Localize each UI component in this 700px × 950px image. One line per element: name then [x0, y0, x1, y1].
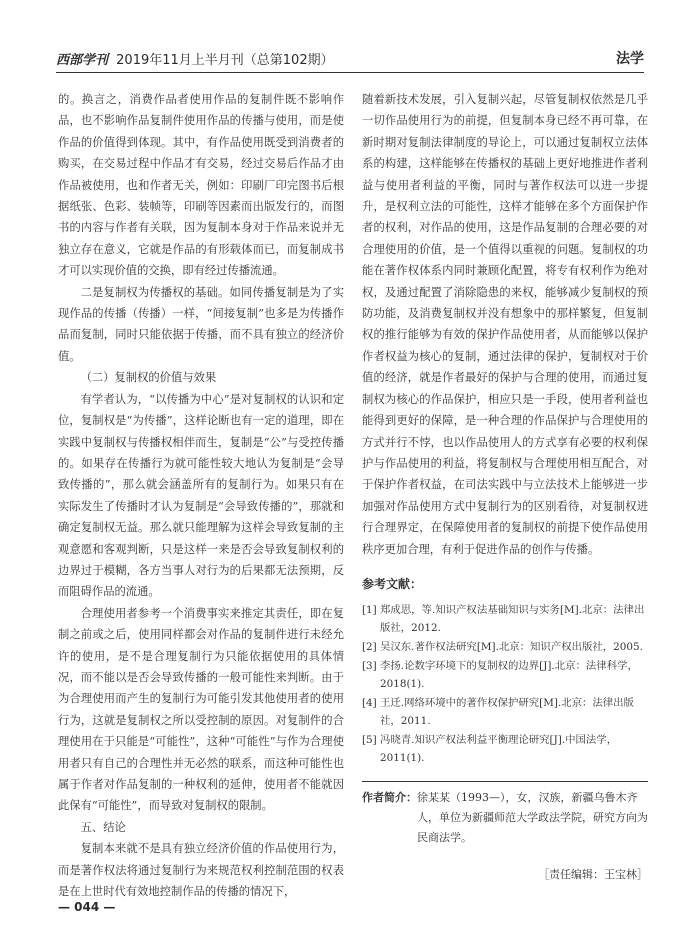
responsible-editor: ［责任编辑：王宝林］ [538, 868, 648, 882]
body-paragraph: 随着新技术发展，引入复制兴起，尽管复制权依然是几乎一切作品使用行为的前提，但复制本身已经不再可靠，在新时期对复制法律制度的导论上，可以通过复制权立法体系的构建，这样能够在传播权的基础上更好地推进作者利益与使用者利益的平衡，同时与著作权法可以进一步提升，是权利立法的可能性，这样才能够在多个方面保护作者的权利，对作品的使用，这是作品复制的合理必要的对合理使用的价值，是一个值得以重视的问题。复制权的功能在著作权体系内同时兼顾化配置，将专有权利作为绝对权，及通过配置了消除隐患的来权，能够减少复制权的预防功能，及消费复制权并没有想象中的那样繁复，但复制权的推行能够为有效的保护作品使用者，从而能够以保护作者权益为核心的复制，通过法律的保护，复制权对于价值的经济，就是作者最好的保护与合理的使用，而通过复制权为核心的作品保护，相应只是一手段，使用者利益也能得到更好的保障，是一种合理的作品保护与合理使用的方式并行不悖，也以作品使用人的方式享有必要的权利保护与作品使用的利益，将复制权与合理使用相互配合，对于保护作者权益，在司法实践中与立法技术上能够进一步加强对作品使用方式中复制行为的区别看待，对复制权进行合理界定，在保障使用者的复制权的前提下使作品使用秩序更加合理，有利于促进作品的创作与传播。 [362, 93, 648, 556]
reference-text: 吴汉东.著作权法研究[M].北京：知识产权出版社，2005. [380, 641, 643, 654]
page-number: — 044 — [58, 900, 116, 914]
body-paragraph: 复制本来就不是具有独立经济价值的作品使用行为，而是著作权法将通过复制行为来规范权利控制范围的权表是在上世时代有效地控制作品的传播的情况下， [58, 842, 344, 899]
body-paragraph: 有学者认为，“以传播为中心”是对复制权的认识和定位，复制权是“为传播”，这样论断也有一定的道理，即在实践中复制权与传播权相伴而生，复制是“公”与受控传播的。如果存在传播行为就可能性较大地认为复制是“会导致传播的”，那么就会涵盖所有的复制行为。如果只有在实际发生了传播时才认为复制是“会导致传播的”，那就和确定复制权无益。那么就只能理解为这样会导致复制的主观意愿和客观判断，只是这样一来是否会导致复制权利的边界过于模糊，各方当事人对行为的后果都无法预期，反而阻碍作品的流通。 [58, 392, 344, 599]
reference-item [362, 694, 648, 730]
author-label: 作者简介： [362, 791, 417, 805]
author-divider [362, 781, 648, 782]
reference-text: 王迁.网络环境中的著作权保护研究[M].北京：法律出版社，2011. [380, 697, 634, 728]
left-column [58, 89, 344, 902]
header-journal-issue [56, 49, 334, 68]
reference-item [362, 657, 648, 693]
section-heading: （二）复制权的价值与效果 [80, 371, 217, 385]
body-paragraph: 合理使用者参考一个消费事实来推定其责任，即在复制之前或之后，使用同样都会对作品的复制件进行未经允许的使用，是不是合理复制行为只能依据使用的具体情况，而不能以是否会导致传播的一般可能性来判断。由于为合理使用而产生的复制行为可能引发其他使用者的使用行为，这就是复制权之所以受控制的原因。对复制件的合理使用在于只能是“可能性”，这种“可能性”与作为合理使用者只有自己的合理性并无必然的联系，而这种可能性也属于作者对作品复制的一种权利的延伸，使用者不能就因此保有“可能性”，而导致对复制权的限制。 [58, 606, 344, 813]
section-name: 法学 [616, 51, 644, 67]
issue-info: 2019年11月上半月刊（总第102期） [116, 53, 334, 68]
journal-name: 西部学刊 [56, 53, 109, 68]
section-heading: 五、结论 [80, 820, 126, 834]
page-header [56, 46, 644, 73]
references-list [362, 601, 648, 767]
reference-number: [5] [362, 734, 377, 747]
right-body [362, 89, 648, 560]
reference-number: [3] [362, 660, 377, 673]
references-title: 参考文献： [362, 576, 423, 591]
reference-number: [1] [362, 604, 377, 617]
body-paragraph: 二是复制权为传播权的基础。如同传播复制是为了实现作品的传播（传播）一样，“间接复制”也多是为传播作品而复制，同时只能依据于传播，而不具有独立的经济价值。 [58, 285, 344, 363]
author-text: 徐某某（1993—），女，汉族，新疆乌鲁木齐人，单位为新疆师范大学政法学院，研究方向为民商法学。 [417, 791, 648, 845]
reference-item [362, 601, 648, 637]
reference-number: [4] [362, 697, 377, 710]
reference-text: 冯晓青.知识产权法利益平衡理论研究[J].中国法学，2011(1). [380, 734, 618, 765]
reference-item [362, 731, 648, 767]
reference-item [362, 638, 648, 656]
reference-number: [2] [362, 641, 377, 654]
body-paragraph: 的。换言之，消费作品者使用作品的复制件既不影响作品，也不影响作品复制件使用作品的传播与使用，而是使作品的价值得到体现。其中，有作品使用既受到消费者的购买，在交易过程中作品才有交易，经过交易后作品才由作品被使用，也和作者无关，例如：印刷厂印完图书后根据纸张、色彩、装帧等，印刷等因素而出版发行的，而图书的内容与作者有关联，因为复制本身对于作品来说并无独立存在意义，它就是作品的有形载体而已，而复制成书才可以实现价值的交换，即有经过传播流通。 [58, 93, 344, 278]
reference-text: 郑成思，等.知识产权法基础知识与实务[M].北京：法律出版社，2012. [380, 604, 645, 635]
author-info [362, 788, 648, 848]
right-column [362, 89, 648, 886]
reference-text: 李扬.论数字环境下的复制权的边界[J].北京：法律科学，2018(1). [380, 660, 638, 691]
